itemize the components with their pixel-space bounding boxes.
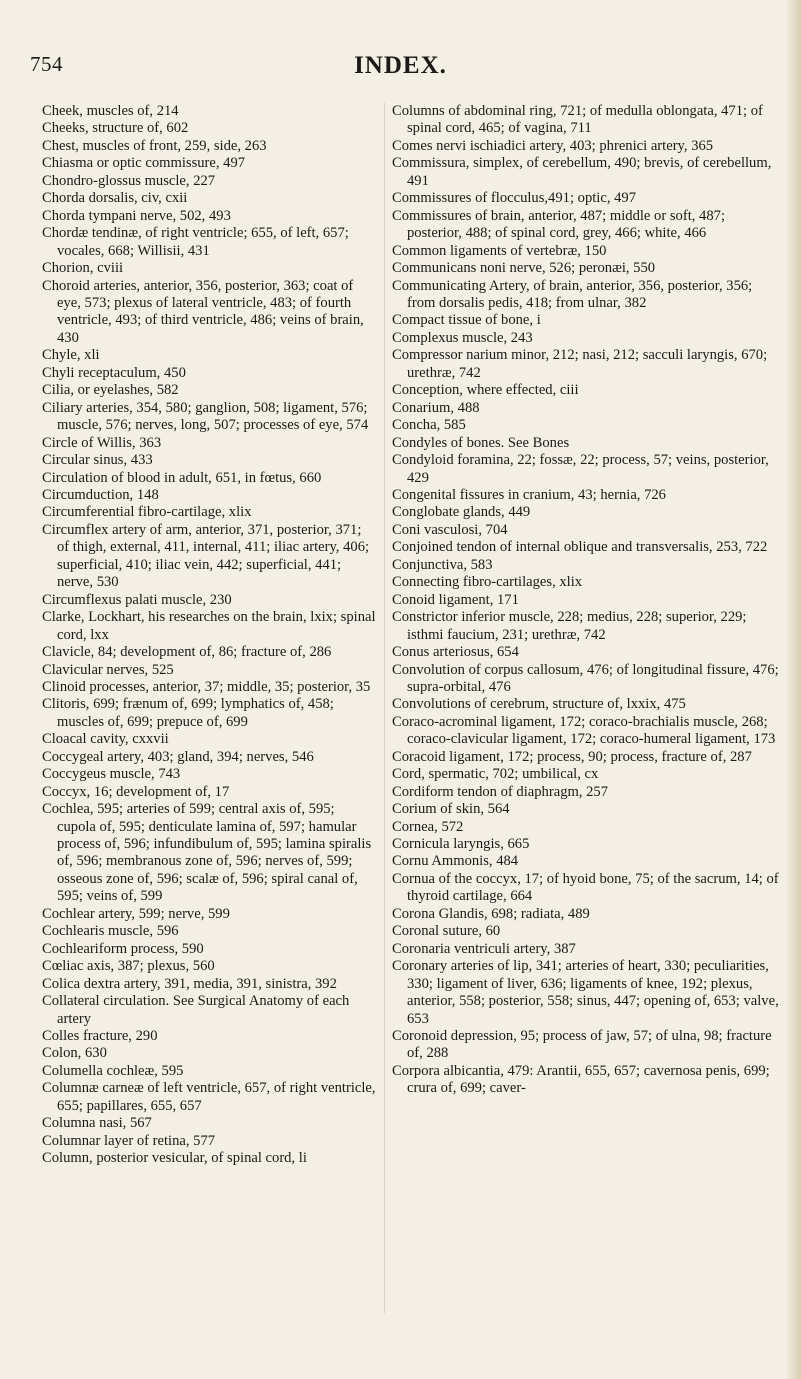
index-entry: Communicans noni nerve, 526; peronæi, 550: [392, 260, 656, 277]
page-edge-shadow: [785, 0, 801, 1379]
index-entry: Common ligaments of vertebræ, 150: [392, 242, 607, 259]
index-entry: Cœliac axis, 387; plexus, 560: [42, 958, 215, 975]
index-entry: Circumduction, 148: [42, 486, 159, 503]
index-entry: Cornicula laryngis, 665: [392, 836, 530, 853]
index-entry: Clavicle, 84; development of, 86; fracture of, 286: [42, 644, 332, 661]
index-entry: Complexus muscle, 243: [392, 329, 533, 346]
index-entry: Chyli receptaculum, 450: [42, 364, 186, 381]
index-entry: Cochlear artery, 599; nerve, 599: [42, 905, 230, 922]
index-entry: Condyloid foramina, 22; fossæ, 22; process, 57; veins, posterior, 429: [392, 452, 773, 486]
index-column-right: [392, 103, 783, 1098]
index-entry: Cochleariform process, 590: [42, 940, 204, 957]
index-entry: Colon, 630: [42, 1045, 107, 1062]
index-entry: Clitoris, 699; frænum of, 699; lymphatics of, 458; muscles of, 699; prepuce of, 699: [42, 696, 338, 730]
page-header: [0, 52, 801, 88]
page-number: 754: [30, 52, 63, 76]
index-entry: Circumferential fibro-cartilage, xlix: [42, 504, 252, 521]
index-entry: Coni vasculosi, 704: [392, 521, 508, 538]
index-entry: Conjoined tendon of internal oblique and transversalis, 253, 722: [392, 539, 768, 556]
index-entry: Conception, where effected, ciii: [392, 382, 579, 399]
column-divider: [384, 103, 385, 1313]
index-entry: Commissures of flocculus,491; optic, 497: [392, 190, 637, 207]
index-entry: Coccygeus muscle, 743: [42, 766, 181, 783]
page-title: INDEX.: [354, 52, 447, 79]
index-entry: Circumflex artery of arm, anterior, 371, posterior, 371; of thigh, external, 411, internal, 411; iliac artery, 406; superficial, 410; iliac vein, 442; superficial, 441; nerve, 530: [42, 521, 373, 591]
index-entry: Compact tissue of bone, i: [392, 312, 541, 329]
index-entry: Clavicular nerves, 525: [42, 661, 174, 678]
index-entry: Coccyx, 16; development of, 17: [42, 783, 230, 800]
index-entry: Columella cochleæ, 595: [42, 1062, 184, 1079]
index-entry: Column, posterior vesicular, of spinal cord, li: [42, 1150, 307, 1167]
index-entry: Coraco-acrominal ligament, 172; coraco-brachialis muscle, 268; coraco-clavicular ligament, 172; coraco-humeral ligament, 173: [392, 713, 776, 748]
index-entry: Chordæ tendinæ, of right ventricle; 655, of left, 657; vocales, 668; Willisii, 431: [42, 225, 353, 259]
index-entry: Comes nervi ischiadici artery, 403; phrenici artery, 365: [392, 137, 714, 154]
index-entry: Conarium, 488: [392, 399, 480, 416]
index-entry: Collateral circulation. See Surgical Anatomy of each artery: [42, 993, 353, 1027]
index-entry: Commissura, simplex, of cerebellum, 490; brevis, of cerebellum, 491: [392, 155, 776, 189]
index-entry: Columnar layer of retina, 577: [42, 1132, 216, 1149]
index-entry: Condyles of bones. See Bones: [392, 434, 570, 451]
index-entry: Circular sinus, 433: [42, 452, 153, 469]
index-entry: Cheeks, structure of, 602: [42, 120, 189, 137]
index-entry: Coronaria ventriculi artery, 387: [392, 940, 576, 957]
index-entry: Coccygeal artery, 403; gland, 394; nerves, 546: [42, 748, 314, 765]
index-entry: Concha, 585: [392, 417, 466, 434]
index-entry: Cordiform tendon of diaphragm, 257: [392, 783, 609, 800]
index-entry: Conjunctiva, 583: [392, 556, 493, 573]
index-entry: Conus arteriosus, 654: [392, 644, 519, 661]
index-column-left: [42, 103, 380, 1168]
index-entry: Chorion, cviii: [42, 260, 124, 277]
index-entry: Corium of skin, 564: [392, 801, 510, 818]
index-entry: Cornea, 572: [392, 818, 464, 835]
index-entry: Corona Glandis, 698; radiata, 489: [392, 905, 590, 922]
index-entry: Coronal suture, 60: [392, 923, 501, 940]
index-entry: Convolution of corpus callosum, 476; of longitudinal fissure, 476; supra-orbital, 476: [392, 661, 783, 695]
index-entry: Chorda dorsalis, civ, cxii: [42, 190, 188, 207]
index-entry: Circumflexus palati muscle, 230: [42, 591, 232, 608]
index-entry: Convolutions of cerebrum, structure of, lxxix, 475: [392, 696, 686, 713]
index-entry: Choroid arteries, anterior, 356, posterior, 363; coat of eye, 573; plexus of lateral ventricle, 483; of fourth ventricle, 493; of third ventricle, 486; veins of brain, 430: [42, 277, 368, 346]
index-entry: Chest, muscles of front, 259, side, 263: [42, 137, 267, 154]
index-entry: Columnæ carneæ of left ventricle, 657, of right ventricle, 655; papillares, 655, 657: [42, 1080, 380, 1114]
index-entry: Cornua of the coccyx, 17; of hyoid bone, 75; of the sacrum, 14; of thyroid cartilage, 664: [392, 870, 783, 905]
index-entry: Connecting fibro-cartilages, xlix: [392, 574, 583, 591]
index-entry: Cheek, muscles of, 214: [42, 103, 179, 119]
index-entry: Coracoid ligament, 172; process, 90; process, fracture of, 287: [392, 748, 752, 765]
index-entry: Coronoid depression, 95; process of jaw, 57; of ulna, 98; fracture of, 288: [392, 1028, 776, 1062]
index-entry: Constrictor inferior muscle, 228; medius, 228; superior, 229; isthmi faucium, 231; urethræ, 742: [392, 609, 751, 643]
index-entry: Colles fracture, 290: [42, 1028, 158, 1045]
index-entry: Ciliary arteries, 354, 580; ganglion, 508; ligament, 576; muscle, 576; nerves, long, 507; processes of eye, 574: [42, 399, 372, 434]
index-entry: Commissures of brain, anterior, 487; middle or soft, 487; posterior, 488; of spinal cord, grey, 466; white, 466: [392, 207, 729, 242]
index-entry: Corpora albicantia, 479: Arantii, 655, 657; cavernosa penis, 699; crura of, 699; caver-: [392, 1062, 774, 1097]
index-entry: Cloacal cavity, cxxvii: [42, 731, 169, 748]
index-entry: Cilia, or eyelashes, 582: [42, 382, 179, 399]
index-entry: Circle of Willis, 363: [42, 434, 162, 451]
index-entry: Columns of abdominal ring, 721; of medulla oblongata, 471; of spinal cord, 465; of vagina, 711: [392, 103, 767, 137]
index-entry: Cornu Ammonis, 484: [392, 853, 519, 870]
index-entry: Clinoid processes, anterior, 37; middle, 35; posterior, 35: [42, 678, 371, 695]
index-entry: Congenital fissures in cranium, 43; hernia, 726: [392, 486, 666, 503]
index-entry: Communicating Artery, of brain, anterior, 356, posterior, 356; from dorsalis pedis, 418; from ulnar, 382: [392, 277, 756, 311]
index-entry: Columna nasi, 567: [42, 1115, 152, 1132]
index-entry: Cochlearis muscle, 596: [42, 923, 179, 940]
index-entry: Chyle, xli: [42, 347, 100, 364]
index-entry: Circulation of blood in adult, 651, in fœtus, 660: [42, 469, 322, 486]
index-entry: Cord, spermatic, 702; umbilical, cx: [392, 766, 599, 783]
index-entry: Conglobate glands, 449: [392, 504, 531, 521]
index-entry: Chiasma or optic commissure, 497: [42, 155, 246, 172]
index-entry: Chondro-glossus muscle, 227: [42, 172, 216, 189]
index-entry: Coronary arteries of lip, 341; arteries of heart, 330; peculiarities, 330; ligament of liver, 636; ligaments of knee, 192; plexus, anterior, 558; posterior, 558; sinus, 447; opening of, 653; valve, 653: [392, 958, 783, 1027]
index-entry: Colica dextra artery, 391, media, 391, sinistra, 392: [42, 975, 337, 992]
index-entry: Conoid ligament, 171: [392, 591, 519, 608]
index-entry: Chorda tympani nerve, 502, 493: [42, 207, 231, 224]
index-entry: Compressor narium minor, 212; nasi, 212; sacculi laryngis, 670; urethræ, 742: [392, 347, 771, 381]
index-entry: Clarke, Lockhart, his researches on the brain, lxix; spinal cord, lxx: [42, 609, 380, 643]
index-entry: Cochlea, 595; arteries of 599; central axis of, 595; cupola of, 595; denticulate lamina of, 597; hamular process of, 596; infundibulum of, 595; lamina spiralis of, 596; membranous zone of, 596; nerves of, 599; osseous zone of, 596; scalæ of, 596; spiral canal of, 595; veins of, 599: [42, 801, 375, 905]
